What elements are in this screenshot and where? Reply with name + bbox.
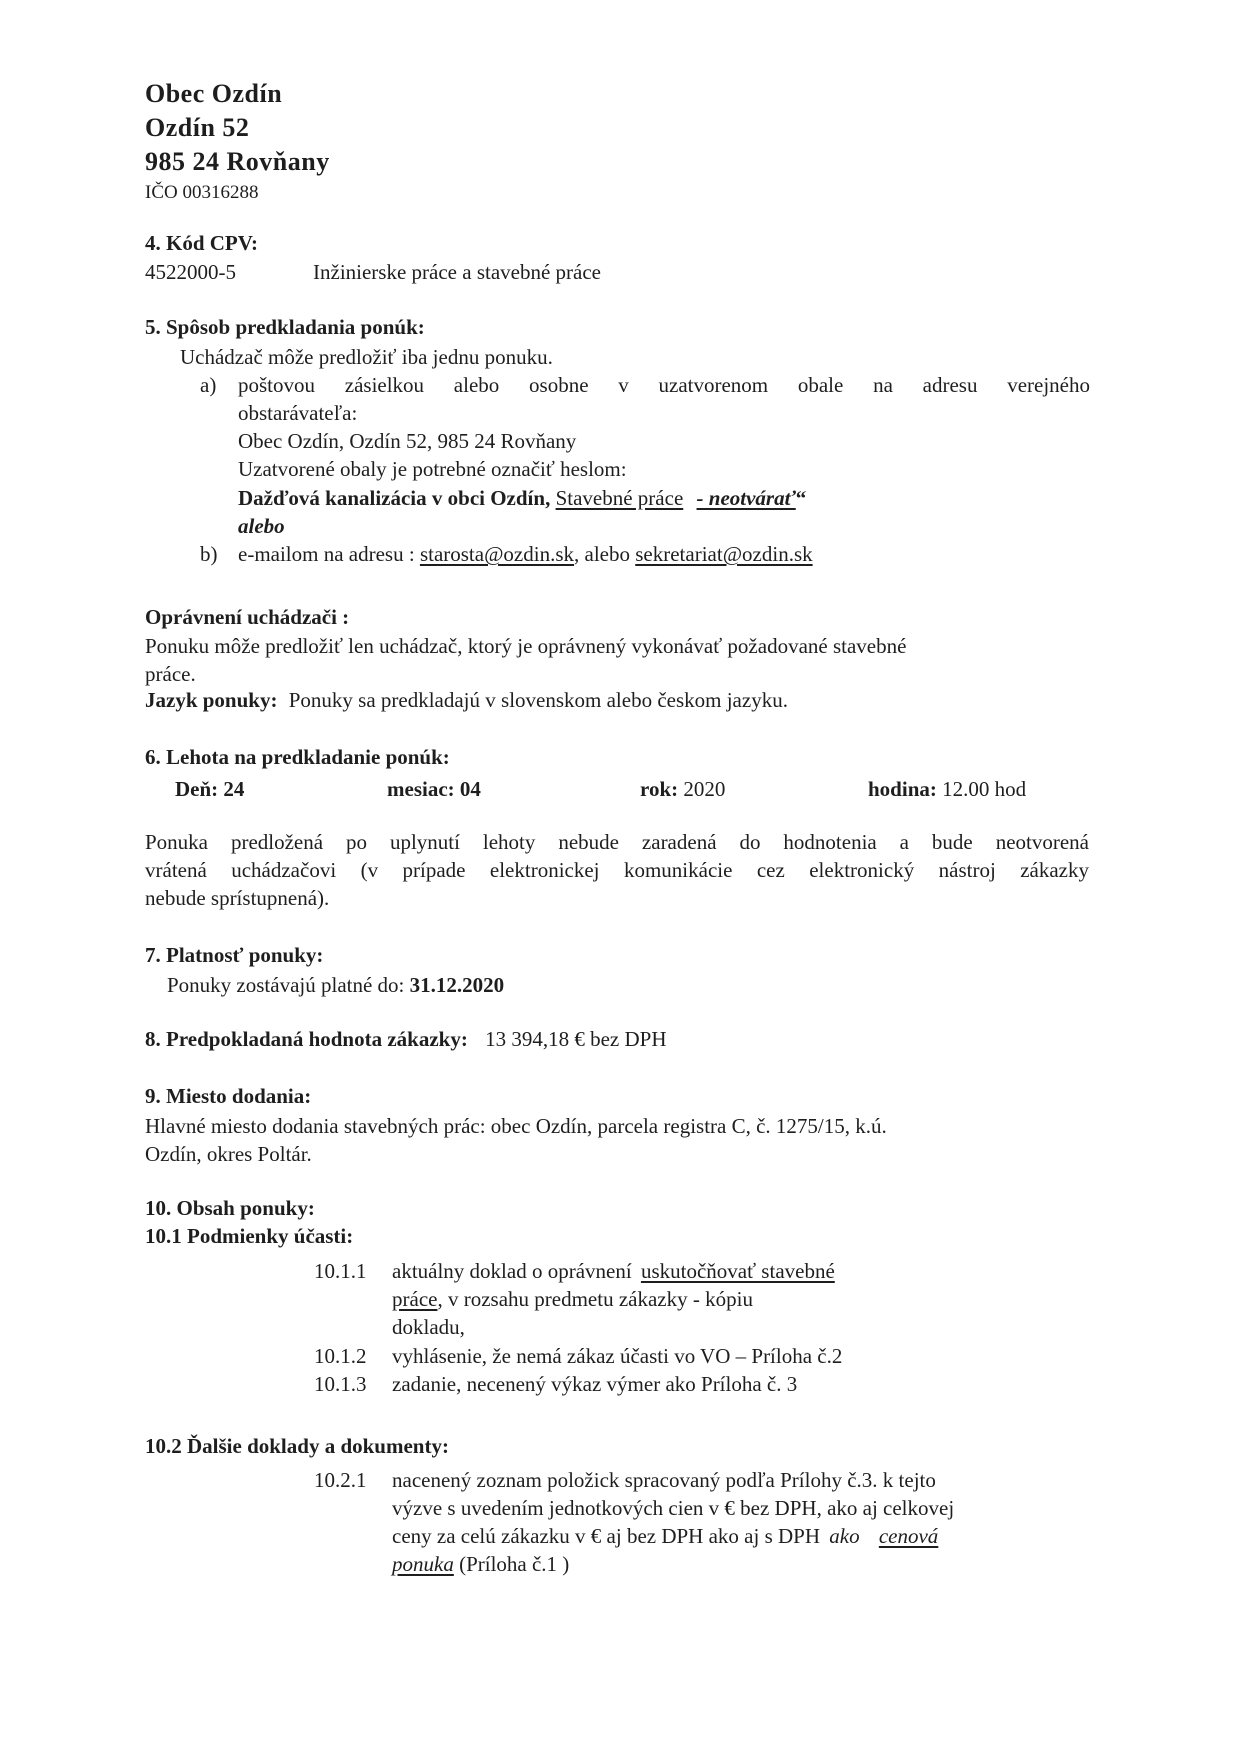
condition-text-1-cont xyxy=(392,1285,753,1313)
offer-language-text: Ponuky sa predkladajú v slovenskom alebo českom jazyku. xyxy=(288,688,788,712)
deadline-year-value: 2020 xyxy=(683,777,726,801)
document-1-annex: (Príloha č.1 ) xyxy=(459,1552,570,1576)
document-text-1-line4 xyxy=(392,1550,569,1578)
document-1-offer: ponuka xyxy=(392,1552,454,1576)
eligible-bidders-text-cont: práce. xyxy=(145,662,196,686)
document-text-1-line3 xyxy=(392,1522,938,1550)
motto-works: Stavebné práce xyxy=(555,486,684,510)
estimated-value xyxy=(145,1025,667,1053)
late-offer-notice-cont: vrátená uchádzačovi (v prípade elektronickej komunikácie cez elektronický nástroj zákazky xyxy=(145,858,1089,882)
condition-number-3: 10.1.3 xyxy=(314,1372,367,1396)
condition-1-scope: , v rozsahu predmetu zákazky - kópiu xyxy=(437,1287,753,1311)
delivery-place-heading: 9. Miesto dodania: xyxy=(145,1084,312,1108)
participation-conditions-heading: 10.1 Podmienky účasti: xyxy=(145,1224,354,1248)
estimated-value-amount: 13 394,18 € bez DPH xyxy=(485,1027,667,1051)
estimated-value-label: 8. Predpokladaná hodnota zákazky: xyxy=(145,1027,468,1051)
option-b-text xyxy=(238,540,813,568)
deadline-year-label: rok: xyxy=(640,777,679,801)
option-a-text: poštovou zásielkou alebo osobne v uzatvorenom obale na adresu verejného xyxy=(238,373,1090,397)
motto-quote: “ xyxy=(795,486,807,510)
deadline-hour xyxy=(868,775,1026,803)
late-offer-notice-end: nebude sprístupnená). xyxy=(145,886,330,910)
municipality-ico: IČO 00316288 xyxy=(145,182,259,203)
condition-text-1-end: dokladu, xyxy=(392,1315,465,1339)
condition-number-2: 10.1.2 xyxy=(314,1344,367,1368)
submission-method-heading: 5. Spôsob predkladania ponúk: xyxy=(145,315,425,339)
cpv-description: Inžinierske práce a stavebné práce xyxy=(313,260,601,284)
option-b-marker: b) xyxy=(200,542,218,566)
validity-label: Ponuky zostávajú platné do: xyxy=(167,973,405,997)
delivery-address: Obec Ozdín, Ozdín 52, 985 24 Rovňany xyxy=(238,429,577,453)
submission-intro: Uchádzač môže predložiť iba jednu ponuku. xyxy=(180,345,553,369)
motto-project: Dažďová kanalizácia v obci Ozdín, xyxy=(238,486,551,510)
offer-language xyxy=(145,686,788,714)
document-1-price-offer: cenová xyxy=(878,1524,939,1548)
deadline-year xyxy=(640,775,725,803)
cpv-heading: 4. Kód CPV: xyxy=(145,231,258,255)
validity-text xyxy=(167,971,504,999)
deadline-day: Deň: 24 xyxy=(175,777,245,801)
motto-or: alebo xyxy=(238,514,285,538)
document-1-prices: ceny za celú zákazku v € aj bez DPH ako aj s DPH xyxy=(392,1524,821,1548)
document-text-1-line2: výzve s uvedením jednotkových cien v € bez DPH, ako aj celkovej xyxy=(392,1496,955,1520)
document-number-1: 10.2.1 xyxy=(314,1468,367,1492)
deadline-hour-value: 12.00 hod xyxy=(942,777,1027,801)
document-1-as: ako xyxy=(829,1524,860,1548)
deadline-hour-label: hodina: xyxy=(868,777,937,801)
condition-number-1: 10.1.1 xyxy=(314,1259,367,1283)
condition-text-1 xyxy=(392,1257,835,1285)
motto-do-not-open: - neotvárať xyxy=(696,486,796,510)
delivery-place-text-cont: Ozdín, okres Poltár. xyxy=(145,1142,312,1166)
municipality-street: Ozdín 52 xyxy=(145,113,250,142)
municipality-name: Obec Ozdín xyxy=(145,79,283,108)
email-intro: e-mailom na adresu : xyxy=(238,542,415,566)
offer-content-heading: 10. Obsah ponuky: xyxy=(145,1196,315,1220)
condition-1-works: práce xyxy=(392,1287,438,1311)
validity-date: 31.12.2020 xyxy=(409,973,505,997)
delivery-place-text: Hlavné miesto dodania stavebných prác: obec Ozdín, parcela registra C, č. 1275/15, k.ú. xyxy=(145,1114,887,1138)
condition-text-2: vyhlásenie, že nemá zákaz účasti vo VO – Príloha č.2 xyxy=(392,1344,843,1368)
email-link-sekretariat[interactable]: sekretariat@ozdin.sk xyxy=(635,542,813,566)
eligible-bidders-heading: Oprávnení uchádzači : xyxy=(145,605,350,629)
document-text-1: nacenený zoznam položick spracovaný podľa Prílohy č.3. k tejto xyxy=(392,1468,936,1492)
email-separator: , alebo xyxy=(574,542,630,566)
option-a-text-cont: obstarávateľa: xyxy=(238,401,358,425)
other-documents-heading: 10.2 Ďalšie doklady a dokumenty: xyxy=(145,1434,449,1458)
email-link-starosta[interactable]: starosta@ozdin.sk xyxy=(419,542,575,566)
deadline-heading: 6. Lehota na predkladanie ponúk: xyxy=(145,745,450,769)
sealed-envelope-note: Uzatvorené obaly je potrebné označiť heslom: xyxy=(238,457,627,481)
option-a-marker: a) xyxy=(200,373,217,397)
envelope-motto xyxy=(238,484,806,512)
condition-1-lead: aktuálny doklad o oprávnení xyxy=(392,1259,632,1283)
validity-heading: 7. Platnosť ponuky: xyxy=(145,943,324,967)
condition-1-underlined: uskutočňovať stavebné xyxy=(640,1259,835,1283)
municipality-city: 985 24 Rovňany xyxy=(145,147,330,176)
cpv-code: 4522000-5 xyxy=(145,260,236,284)
late-offer-notice: Ponuka predložená po uplynutí lehoty nebude zaradená do hodnotenia a bude neotvorená xyxy=(145,830,1089,854)
eligible-bidders-text: Ponuku môže predložiť len uchádzač, ktorý je oprávnený vykonávať požadované stavebné xyxy=(145,634,907,658)
offer-language-label: Jazyk ponuky: xyxy=(145,688,278,712)
condition-text-3: zadanie, necenený výkaz výmer ako Príloha č. 3 xyxy=(392,1372,798,1396)
deadline-month: mesiac: 04 xyxy=(387,777,481,801)
